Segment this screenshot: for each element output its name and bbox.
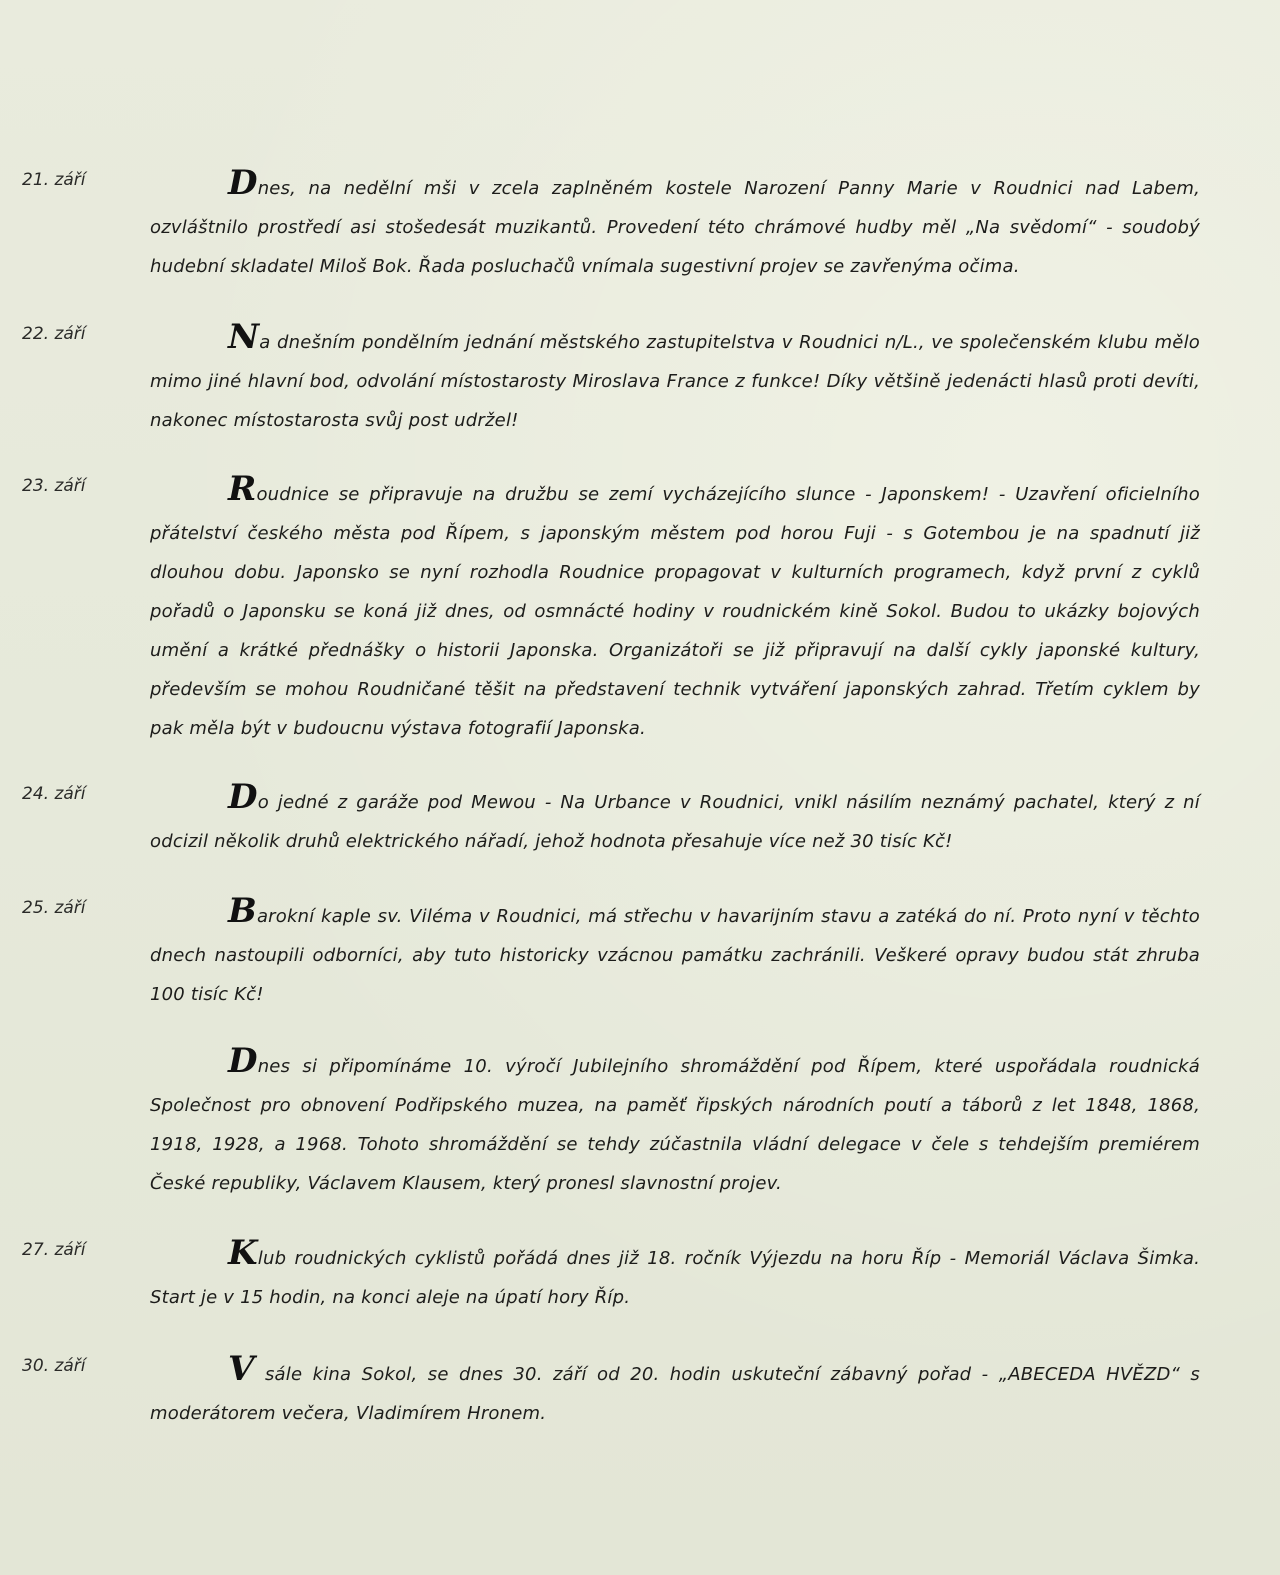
entry-text	[150, 891, 1200, 1014]
entry-body: nes, na nedělní mši v zcela zaplněném kostele Narození Panny Marie v Roudnici nad Labem, ozvláštnilo prostředí asi stošedesát muzikantů. Provedení této chrámové hudby měl „Na svědomí“ - soudobý hudební skladatel Miloš Bok. Řada posluchačů vnímala sugestivní projev se zavřenýma očima.	[150, 178, 1200, 277]
drop-initial: D	[228, 1041, 258, 1081]
entry-date: 25. září	[22, 898, 86, 918]
entry-text	[150, 317, 1200, 440]
entry-text	[150, 1041, 1200, 1203]
drop-initial: D	[228, 163, 258, 203]
drop-initial: N	[228, 317, 260, 357]
entry-body: lub roudnických cyklistů pořádá dnes již 18. ročník Výjezdu na horu Říp - Memoriál Václava Šimka. Start je v 15 hodin, na konci aleje na úpatí hory Říp.	[150, 1248, 1200, 1308]
entry-text	[150, 163, 1200, 286]
drop-initial: B	[228, 891, 257, 931]
entry-text	[150, 469, 1200, 748]
entry-text	[150, 1233, 1200, 1317]
entry-text	[150, 1349, 1200, 1433]
entry-date: 30. září	[22, 1356, 86, 1376]
drop-initial: V	[228, 1349, 255, 1389]
entry-text	[150, 777, 1200, 861]
entry-date: 27. září	[22, 1240, 86, 1260]
drop-initial: K	[228, 1233, 258, 1273]
entry-body: sále kina Sokol, se dnes 30. září od 20. hodin uskuteční zábavný pořad - „ABECEDA HVĚZD“ s moderátorem večera, Vladimírem Hronem.	[150, 1364, 1200, 1424]
drop-initial: R	[228, 469, 257, 509]
entry-body: arokní kaple sv. Viléma v Roudnici, má střechu v havarijním stavu a zatéká do ní. Proto nyní v těchto dnech nastoupili odborníci, aby tuto historicky vzácnou památku zachránili. Veškeré opravy budou stát zhruba 100 tisíc Kč!	[150, 906, 1200, 1005]
entry-body: a dnešním pondělním jednání městského zastupitelstva v Roudnici n/L., ve společenském klubu mělo mimo jiné hlavní bod, odvolání místostarosty Miroslava France z funkce! Díky většině jedenácti hlasů proti devíti, nakonec místostarosta svůj post udržel!	[150, 332, 1200, 431]
entry-body: nes si připomínáme 10. výročí Jubilejního shromáždění pod Řípem, které uspořádala roudnická Společnost pro obnovení Podřipského muzea, na paměť řipských národních poutí a táborů z let 1848, 1868, 1918, 1928, a 1968. Tohoto shromáždění se tehdy zúčastnila vládní delegace v čele s tehdejším premiérem České republiky, Václavem Klausem, který pronesl slavnostní projev.	[150, 1056, 1200, 1194]
entry-body: oudnice se připravuje na družbu se zemí vycházejícího slunce - Japonskem! - Uzavření oficielního přátelství českého města pod Řípem, s japonským městem pod horou Fuji - s Gotembou je na spadnutí již dlouhou dobu. Japonsko se nyní rozhodla Roudnice propagovat v kulturních programech, když první z cyklů pořadů o Japonsku se koná již dnes, od osmnácté hodiny v roudnickém kině Sokol. Budou to ukázky bojových umění a krátké přednášky o historii Japonska. Organizátoři se již připravují na další cykly japonské kultury, především se mohou Roudničané těšit na představení technik vytváření japonských zahrad. Třetím cyklem by pak měla být v budoucnu výstava fotografií Japonska.	[150, 484, 1200, 739]
entry-date: 24. září	[22, 784, 86, 804]
entry-body: o jedné z garáže pod Mewou - Na Urbance v Roudnici, vnikl násilím neznámý pachatel, který z ní odcizil několik druhů elektrického nářadí, jehož hodnota přesahuje více než 30 tisíc Kč!	[150, 792, 1200, 852]
entry-date: 21. září	[22, 170, 86, 190]
entry-date: 22. září	[22, 324, 86, 344]
drop-initial: D	[228, 777, 258, 817]
entry-date: 23. září	[22, 476, 86, 496]
